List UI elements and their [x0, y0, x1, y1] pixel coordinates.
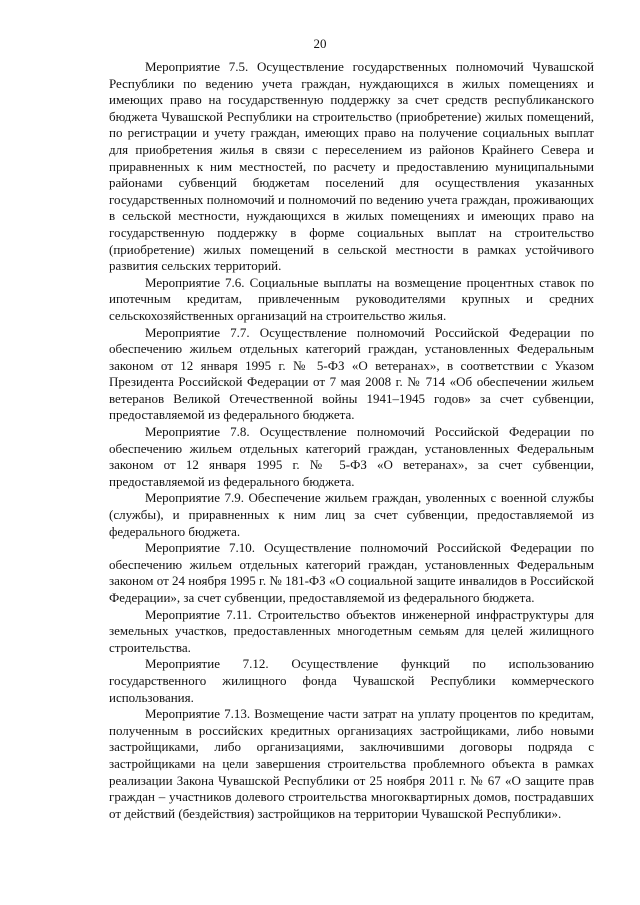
paragraph-measure-7-6: Мероприятие 7.6. Социальные выплаты на возмещение процентных ставок по ипотечным кредитам, привлеченным руководителями крупных и средних сельскохозяйственных организаций на строительство жилья. [109, 274, 594, 323]
paragraph-measure-7-11: Мероприятие 7.11. Строительство объектов инженерной инфраструктуры для земельных участков, предоставленных многодетным семьям для целей жилищного строительства. [109, 606, 594, 655]
paragraph-measure-7-7: Мероприятие 7.7. Осуществление полномочий Российской Федерации по обеспечению жильем отдельных категорий граждан, установленных Федеральным законом от 12 января 1995 г. № 5-ФЗ «О ветеранах», в соответствии с Указом Президента Российской Федерации от 7 мая 2008 г. № 714 «Об обеспечении жильем ветеранов Великой Отечественной войны 1941–1945 годов» за счет субвенции, предоставляемой из федерального бюджета. [109, 324, 594, 423]
document-body [109, 59, 594, 822]
paragraph-measure-7-13: Мероприятие 7.13. Возмещение части затрат на уплату процентов по кредитам, полученным в российских кредитных организациях застройщиками, либо новыми застройщиками, либо организациями, заключившими договоры подряда с застройщиками на цели завершения строительства проблемного объекта в рамках реализации Закона Чувашской Республики от 25 ноября 2011 г. № 67 «О защите прав граждан – участников долевого строительства многоквартирных домов, пострадавших от действий (бездействия) застройщиков на территории Чувашской Республики». [109, 706, 594, 821]
paragraph-measure-7-5: Мероприятие 7.5. Осуществление государственных полномочий Чувашской Республики по ведению учета граждан, нуждающихся в жилых помещениях и имеющих право на государственную поддержку за счет средств республиканского бюджета Чувашской Республики на строительство (приобретение) жилых помещений, по регистрации и учету граждан, имеющих право на получение социальных выплат для приобретения жилья в связи с переселением из районов Крайнего Севера и приравненных к ним местностей, по расчету и предоставлению муниципальными районами субвенций бюджетам поселений для осуществления указанных государственных полномочий и полномочий по ведению учета граждан, проживающих в сельской местности, нуждающихся в жилых помещениях и имеющих право на государственную поддержку в форме социальных выплат на строительство (приобретение) жилых помещений в сельской местности в рамках устойчивого развития сельских территорий. [109, 59, 594, 274]
paragraph-measure-7-8: Мероприятие 7.8. Осуществление полномочий Российской Федерации по обеспечению жильем отдельных категорий граждан, установленных Федеральным законом от 12 января 1995 г. № 5-ФЗ «О ветеранах», за счет субвенции, предоставляемой из федерального бюджета. [109, 424, 594, 489]
paragraph-measure-7-9: Мероприятие 7.9. Обеспечение жильем граждан, уволенных с военной службы (службы), и приравненных к ним лиц за счет субвенции, предоставляемой из федерального бюджета. [109, 490, 594, 539]
paragraph-measure-7-10: Мероприятие 7.10. Осуществление полномочий Российской Федерации по обеспечению жильем отдельных категорий граждан, установленных Федеральным законом от 24 ноября 1995 г. № 181-ФЗ «О социальной защите инвалидов в Российской Федерации», за счет субвенции, предоставляемой из федерального бюджета. [109, 540, 594, 605]
page-number: 20 [313, 36, 327, 51]
paragraph-measure-7-12: Мероприятие 7.12. Осуществление функций по использованию государственного жилищного фонда Чувашской Республики коммерческого использования. [109, 656, 594, 705]
